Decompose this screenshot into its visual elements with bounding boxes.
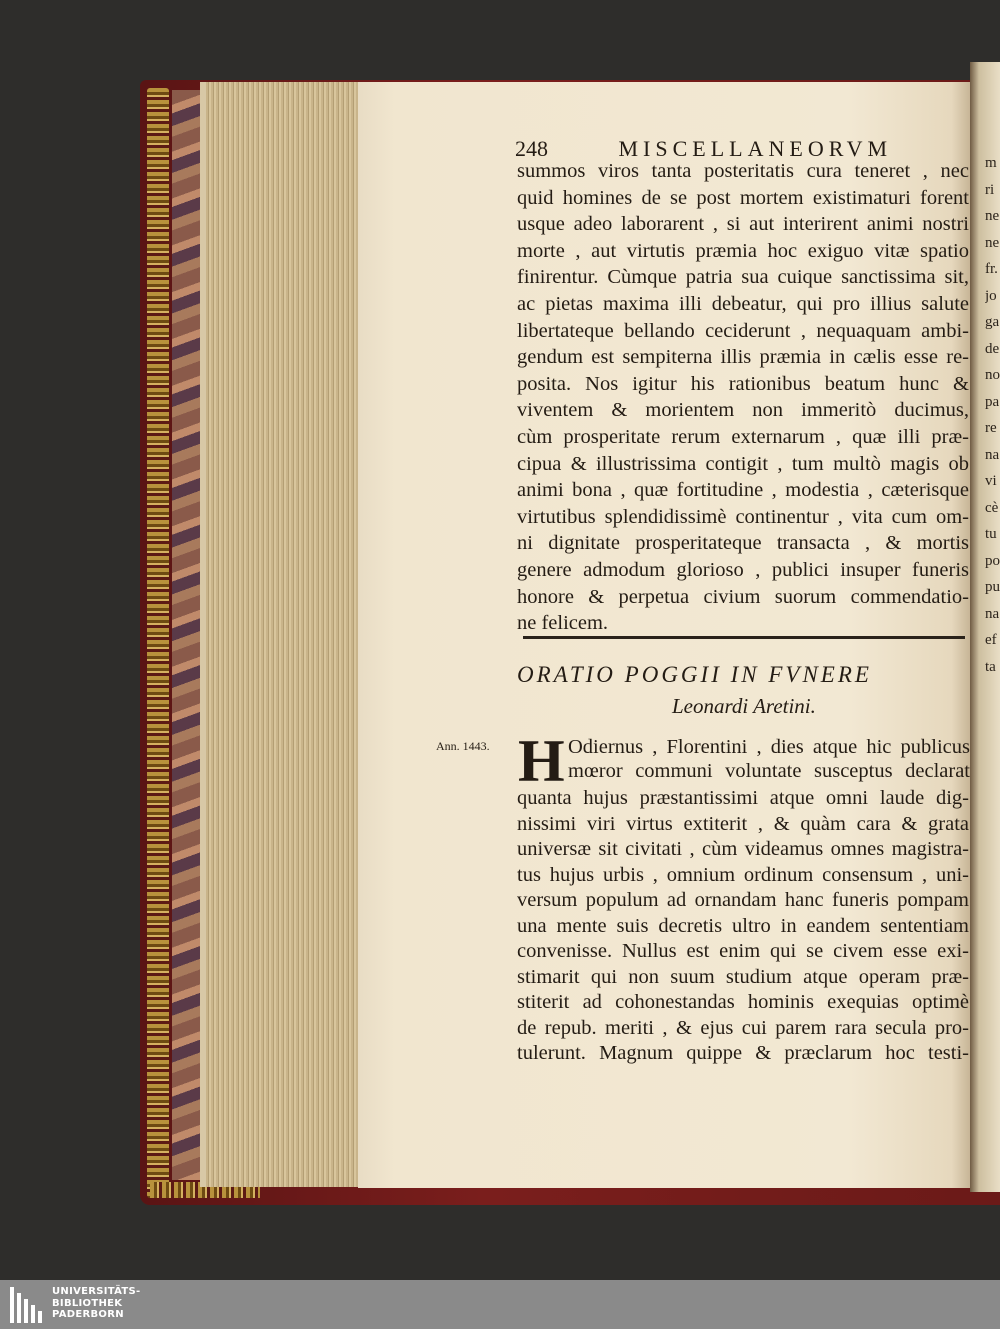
- facing-page-fragment: po: [985, 552, 1000, 569]
- logo-line: UNIVERSITÄTS-: [52, 1286, 141, 1297]
- oration-line: stimarit qui non suum studium atque operam præ-: [517, 965, 969, 988]
- oration-line: nissimi viri virtus extiterit , & quàm cara & grata: [517, 812, 969, 835]
- facing-page-fragment: ta: [985, 658, 996, 675]
- body-line: ne felicem.: [517, 612, 609, 635]
- oration-title: ORATIO POGGII IN FVNERE: [517, 662, 872, 687]
- oration-line: mœror communi voluntate susceptus declarat: [568, 760, 970, 782]
- section-divider-rule: [523, 636, 965, 639]
- facing-page-fragment: vi: [985, 473, 997, 489]
- running-title: MISCELLANEORVM: [618, 136, 893, 161]
- margin-note-year: Ann. 1443.: [436, 739, 490, 753]
- facing-page-fragment: ne: [985, 208, 1000, 224]
- oration-subtitle: Leonardi Aretini.: [672, 694, 816, 718]
- body-line: genere admodum glorioso , publici insuper funeris: [517, 559, 969, 581]
- body-line: virtutibus splendidissimè continentur , vita cum om-: [517, 505, 969, 528]
- facing-page-fragment: re: [985, 420, 997, 436]
- facing-page-fragment: ne: [985, 234, 1000, 251]
- body-line: quid homines de se post mortem existimaturi forent: [517, 186, 969, 209]
- oration-line: Odiernus , Florentini , dies atque hic publicus: [568, 736, 970, 758]
- body-line: ac pietas maxima illi debeatur, qui pro illius salute: [517, 293, 969, 315]
- body-line: gendum est sempiterna illis præmia in cælis esse re-: [517, 346, 969, 369]
- drop-cap: H: [518, 728, 565, 794]
- facing-page-fragment: ga: [985, 314, 1000, 330]
- facing-page-fragment: jo: [985, 287, 997, 304]
- body-line: usque adeo laborarent , si aut interirent animi nostri: [517, 213, 969, 236]
- facing-page-fragment: ri: [985, 181, 995, 198]
- facing-page-fragment: na: [985, 605, 1000, 622]
- body-line: cipua & illustrissima contigit , tum multò magis ob: [517, 452, 969, 475]
- logo-line: BIBLIOTHEK: [52, 1297, 123, 1309]
- body-line: finirentur. Cùmque patria sua cuique sanctissima sit,: [517, 266, 969, 289]
- facing-page-fragment: tu: [985, 526, 997, 542]
- facing-page-fragments: [985, 150, 1000, 710]
- body-line: libertateque bellando ceciderunt , nequaquam ambi-: [517, 319, 969, 342]
- body-line: viventem & morientem non immeritò ducimus,: [517, 399, 969, 422]
- oration-line: de repub. meriti , & ejus cui parem rara secula pro-: [517, 1016, 969, 1039]
- facing-page-fragment: pa: [985, 393, 1000, 410]
- gilt-border-ornament: [147, 88, 169, 1198]
- body-line: animi bona , quæ fortitudine , modestia , cæterisque: [517, 479, 969, 502]
- oration-line: universæ sit civitati , cùm videamus omnes magistra-: [517, 838, 969, 860]
- body-line: morte , aut virtutis præmia hoc exiguo vitæ spatio: [517, 239, 969, 262]
- library-logo-text: [52, 1286, 252, 1321]
- oration-line: quanta hujus præstantissimi atque omni laude dig-: [517, 787, 969, 809]
- facing-page-fragment: ef: [985, 632, 997, 648]
- body-line: posita. Nos igitur his rationibus beatum hunc &: [517, 372, 969, 395]
- oration-line: tus hujus urbis , omnium ordinum consensum , uni-: [517, 863, 969, 886]
- library-logo-icon: [10, 1287, 46, 1323]
- body-line: summos viros tanta posteritatis cura teneret , nec: [517, 160, 969, 182]
- facing-page-fragment: na: [985, 446, 1000, 463]
- page-block-edge: [200, 82, 366, 1187]
- oration-line: convenisse. Nullus est enim qui se civem esse exi-: [517, 940, 969, 962]
- marbled-endpaper: [172, 90, 200, 1180]
- facing-page-fragment: cè: [985, 499, 999, 516]
- logo-line: PADERBORN: [52, 1309, 124, 1320]
- oration-line: una mente suis decretis ultro in eandem sententiam: [517, 914, 969, 937]
- library-footer: [0, 1280, 1000, 1329]
- oration-line: stiterit ad cohonestandas hominis exequias optimè: [517, 991, 969, 1013]
- page-number: 248: [515, 136, 548, 161]
- body-line: honore & perpetua civium suorum commendatio-: [517, 585, 969, 608]
- facing-page-fragment: pu: [985, 579, 1000, 595]
- facing-page-fragment: de: [985, 340, 1000, 357]
- body-line: ni dignitate prosperitateque transacta , & mortis: [517, 532, 969, 555]
- body-line: cùm prosperitate rerum externarum , quæ illi præ-: [517, 426, 969, 448]
- facing-page-fragment: no: [985, 367, 1000, 383]
- facing-page-fragment: m: [985, 155, 997, 171]
- facing-page-fragment: fr.: [985, 261, 998, 277]
- oration-line: versum populum ad ornandam hanc funeris pompam: [517, 889, 969, 911]
- oration-line: tulerunt. Magnum quippe & præclarum hoc testi-: [517, 1042, 969, 1064]
